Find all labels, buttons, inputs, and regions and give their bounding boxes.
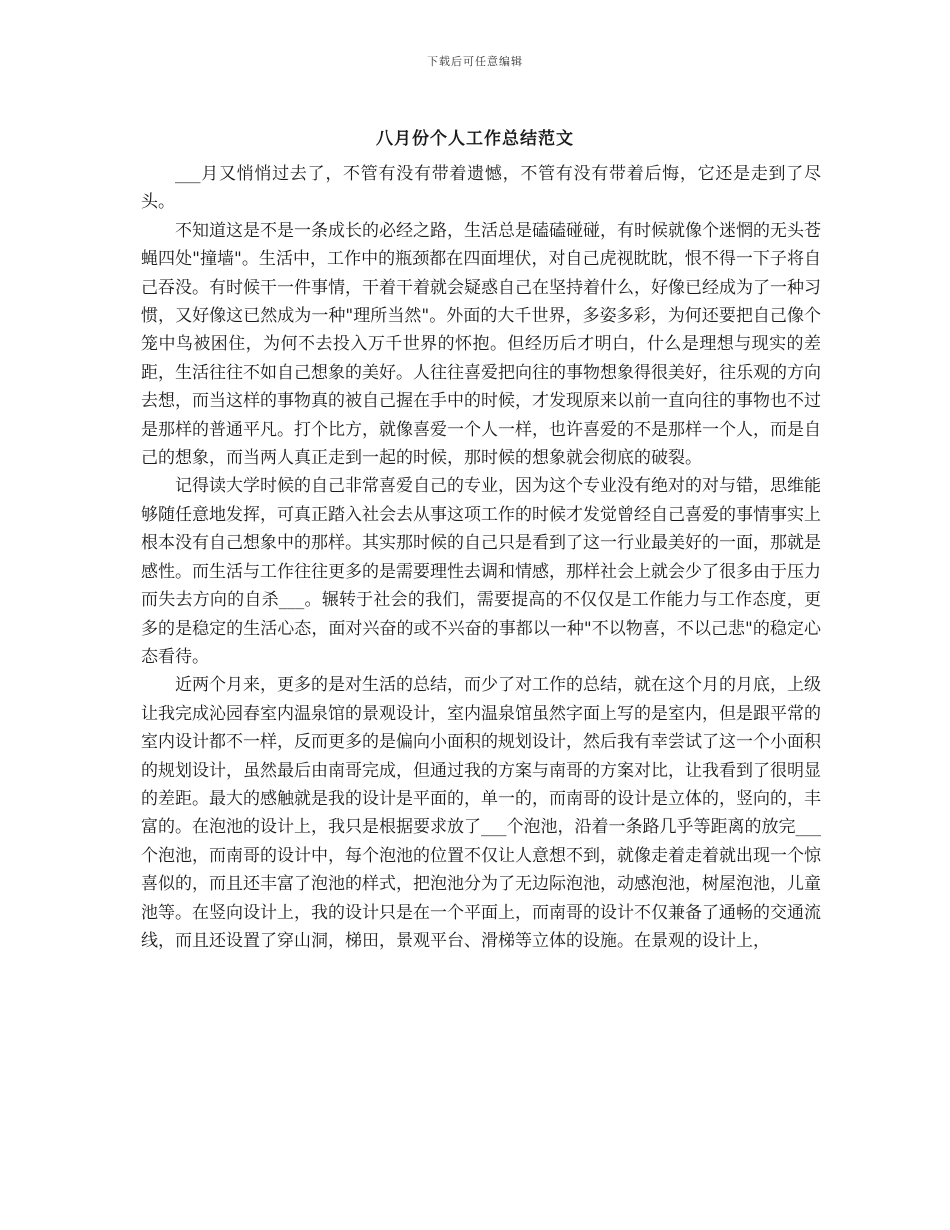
header-note: 下载后可任意编辑: [427, 55, 523, 68]
paragraph-2: 不知道这是不是一条成长的必经之路，生活总是磕磕碰碰，有时候就像个迷惘的无头苍蝇四处"撞墙"。生活中，工作中的瓶颈都在四面埋伏，对自己虎视眈眈，恨不得一下子将自己吞没。有时候干一件事情，干着干着就会疑惑自己在坚持着什么，好像已经成为了一种习惯，又好像这已然成为一种"理所当然"。外面的大千世界，多姿多彩，为何还要把自己像个笼中鸟被困住，为何不去投入万千世界的怀抱。但经历后才明白，什么是理想与现实的差距，生活往往不如自己想象的美好。人往往喜爱把向往的事物想象得很美好，往乐观的方向去想，而当这样的事物真的被自己握在手中的时候，才发现原来以前一直向往的事物也不过是那样的普通平凡。打个比方，就像喜爱一个人一样，也许喜爱的不是那样一个人，而是自己的想象，而当两人真正走到一起的时候，那时候的想象就会彻底的破裂。: [141, 220, 821, 469]
paragraph-3: 记得读大学时候的自己非常喜爱自己的专业，因为这个专业没有绝对的对与错，思维能够随任意地发挥，可真正踏入社会去从事这项工作的时候才发觉曾经自己喜爱的事情事实上根本没有自己想象中的那样。其实那时候的自己只是看到了这一行业最美好的一面，那就是感性。而生活与工作往往更多的是需要理性去调和情感，那样社会上就会少了很多由于压力而失去方向的自杀___。辗转于社会的我们，需要提高的不仅仅是工作能力与工作态度，更多的是稳定的生活心态，面对兴奋的或不兴奋的事都以一种"不以物喜，不以己悲"的稳定心态看待。: [141, 476, 821, 667]
document-title: 八月份个人工作总结范文: [376, 129, 574, 149]
paragraph-1: ___月又悄悄过去了，不管有没有带着遗憾，不管有没有带着后悔，它还是走到了尽头。: [141, 164, 821, 213]
document-body: [141, 160, 821, 955]
paragraph-4: 近两个月来，更多的是对生活的总结，而少了对工作的总结，就在这个月的月底，上级让我完成沁园春室内温泉馆的景观设计，室内温泉馆虽然字面上写的是室内，但是跟平常的室内设计都不一样，反而更多的是偏向小面积的规划设计，然后我有幸尝试了这一个小面积的规划设计，虽然最后由南哥完成，但通过我的方案与南哥的方案对比，让我看到了很明显的差距。最大的感触就是我的设计是平面的，单一的，而南哥的设计是立体的，竖向的，丰富的。在泡池的设计上，我只是根据要求放了___个泡池，沿着一条路几乎等距离的放完___个泡池，而南哥的设计中，每个泡池的位置不仅让人意想不到，就像走着走着就出现一个惊喜似的，而且还丰富了泡池的样式，把泡池分为了无边际泡池，动感泡池，树屋泡池，儿童池等。在竖向设计上，我的设计只是在一个平面上，而南哥的设计不仅兼备了通畅的交通流线，而且还设置了穿山洞，梯田，景观平台、滑梯等立体的设施。在景观的设计上，: [141, 675, 821, 951]
